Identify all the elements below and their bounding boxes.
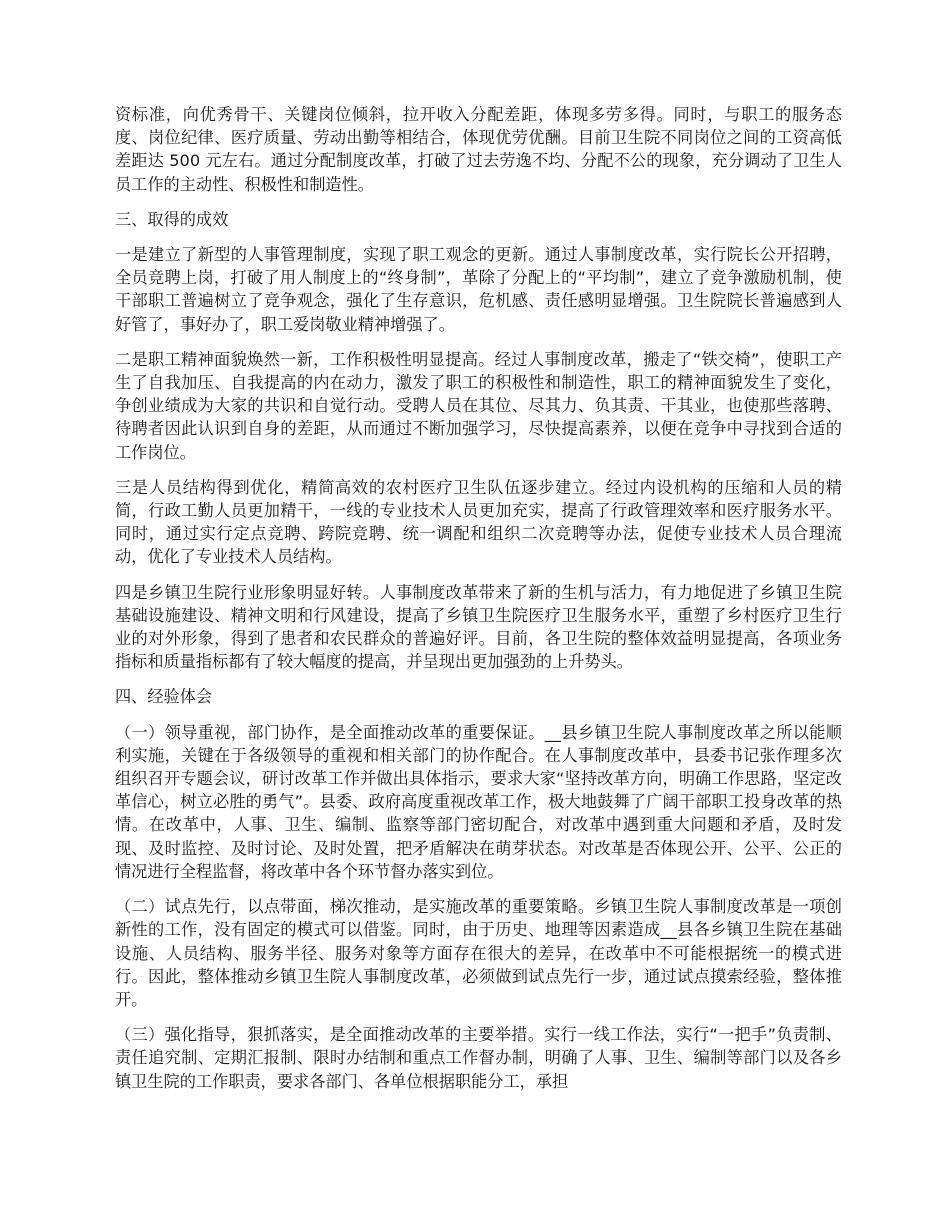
paragraph-achievement-2: 二是职工精神面貌焕然一新，工作积极性明显提高。经过人事制度改革，搬走了“铁交椅”，使职工产生了自我加压、自我提高的内在动力，激发了职工的积极性和制造性，职工的精神面貌发生了变化，争创业绩成为大家的共识和自觉行动。受聘人员在其位、尽其力、负其责、干其业，也使那些落聘、待聘者因此认识到自身的差距，从而通过不断加强学习，尽快提高素养，以便在竞争中寻找到合适的工作岗位。 (115, 349, 842, 462)
paragraph-achievement-1: 一是建立了新型的人事管理制度，实现了职工观念的更新。通过人事制度改革，实行院长公开招聘，全员竞聘上岗，打破了用人制度上的“终身制”，革除了分配上的“平均制”，建立了竞争激励机制，使干部职工普遍树立了竞争观念，强化了生存意识，危机感、责任感明显增强。卫生院院长普遍感到人好管了，事好办了，职工爱岗敬业精神增强了。 (115, 245, 842, 334)
paragraph-experience-1: （一）领导重视，部门协作，是全面推动改革的重要保证。__县乡镇卫生院人事制度改革之所以能顺利实施，关键在于各级领导的重视和相关部门的协作配合。在人事制度改革中，县委书记张作理多次组织召开专题会议，研讨改革工作并做出具体指示，要求大家“坚持改革方向，明确工作思路，坚定改革信心，树立必胜的勇气”。县委、政府高度重视改革工作，极大地鼓舞了广阔干部职工投身改革的热情。在改革中，人事、卫生、编制、监察等部门密切配合，对改革中遇到重大问题和矛盾，及时发现、及时监控、及时讨论、及时处置，把矛盾解决在萌芽状态。对改革是否体现公开、公平、公正的情况进行全程监督，将改革中各个环节督办落实到位。 (115, 722, 842, 881)
paragraph-achievement-4: 四是乡镇卫生院行业形象明显好转。人事制度改革带来了新的生机与活力，有力地促进了乡镇卫生院基础设施建设、精神文明和行风建设，提高了乡镇卫生院医疗卫生服务水平，重塑了乡村医疗卫生行业的对外形象，得到了患者和农民群众的普遍好评。目前，各卫生院的整体效益明显提高，各项业务指标和质量指标都有了较大幅度的提高，并呈现出更加强劲的上升势头。 (115, 582, 842, 672)
section-heading-experience: 四、经验体会 (115, 687, 213, 707)
paragraph-experience-2: （二）试点先行，以点带面，梯次推动，是实施改革的重要策略。乡镇卫生院人事制度改革是一项创新性的工作，没有固定的模式可以借鉴。同时，由于历史、地理等因素造成__县各乡镇卫生院在基础设施、人员结构、服务半径、服务对象等方面存在很大的差异，在改革中不可能根据统一的模式进行。因此，整体推动乡镇卫生院人事制度改革，必须做到试点先行一步，通过试点摸索经验，整体推开。 (115, 897, 842, 1009)
section-heading-achievements: 三、取得的成效 (115, 209, 229, 229)
document-page (115, 103, 842, 1105)
paragraph-achievement-3: 三是人员结构得到优化，精简高效的农村医疗卫生队伍逐步建立。经过内设机构的压缩和人员的精简，行政工勤人员更加精干，一线的专业技术人员更加充实，提高了行政管理效率和医疗服务水平。同时，通过实行定点竞聘、跨院竞聘、统一调配和组织二次竞聘等办法，促使专业技术人员合理流动，优化了专业技术人员结构。 (115, 477, 842, 567)
paragraph-salary-distribution: 资标准，向优秀骨干、关键岗位倾斜，拉开收入分配差距，体现多劳多得。同时，与职工的服务态度、岗位纪律、医疗质量、劳动出勤等相结合，体现优劳优酬。目前卫生院不同岗位之间的工资高低差距达 500 元左右。通过分配制度改革，打破了过去劳逸不均、分配不公的现象，充分调动了卫生人员工作的主动性、积极性和制造性。 (115, 105, 842, 194)
paragraph-experience-3: （三）强化指导，狠抓落实，是全面推动改革的主要举措。实行一线工作法，实行“一把手”负责制、责任追究制、定期汇报制、限时办结制和重点工作督办制，明确了人事、卫生、编制等部门以及各乡镇卫生院的工作职责，要求各部门、各单位根据职能分工，承担 (115, 1025, 842, 1091)
